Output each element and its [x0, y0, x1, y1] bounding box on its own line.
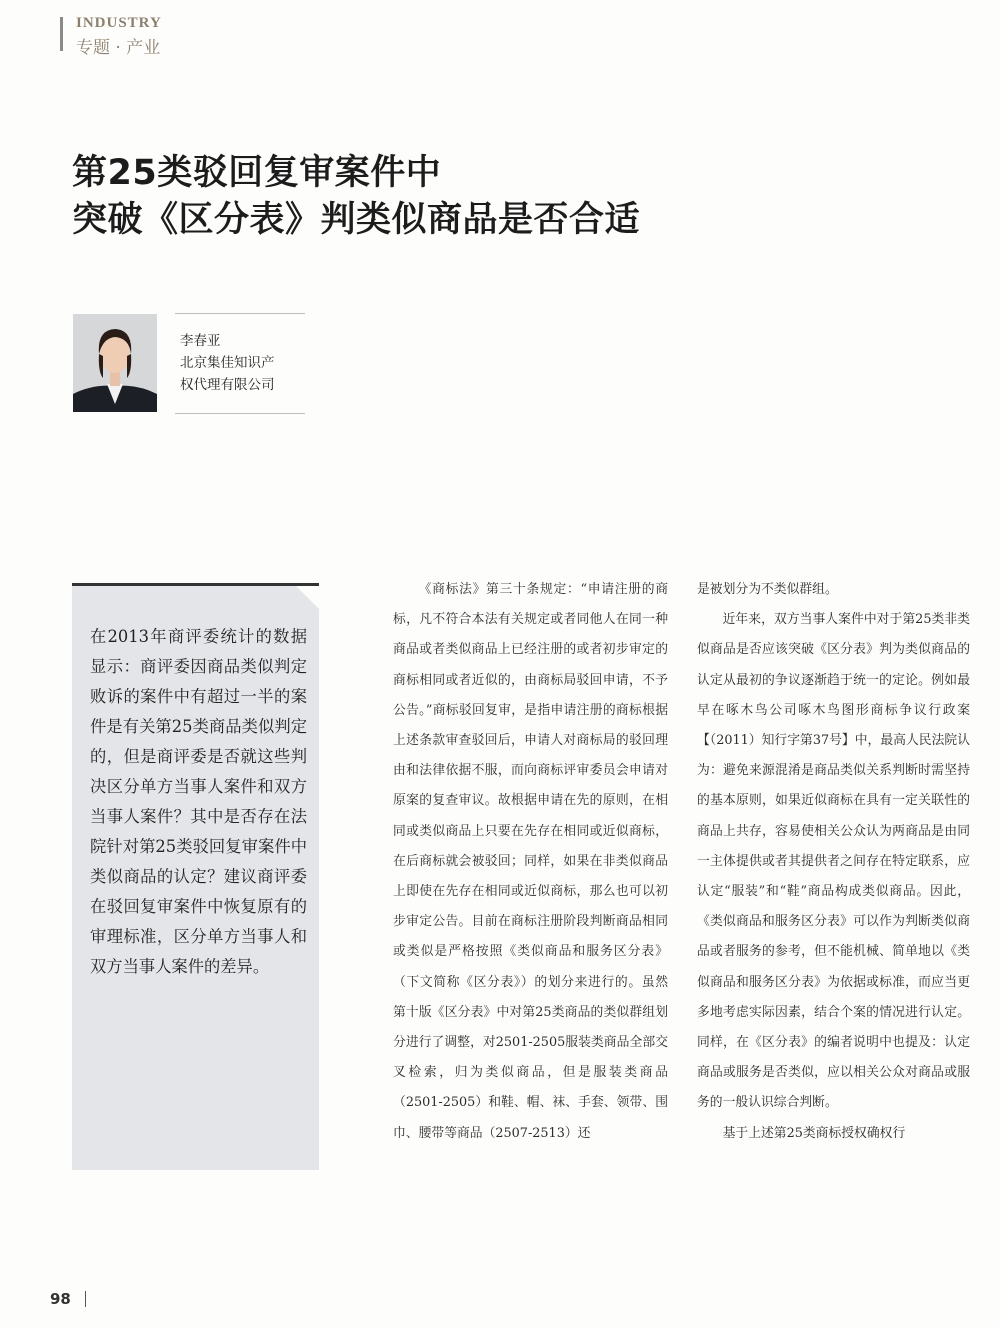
body-paragraph-continued: 是被划分为不类似群组。 — [697, 582, 838, 597]
body-column-1 — [393, 575, 668, 1149]
article-title — [72, 150, 772, 244]
page-number-divider — [85, 1291, 86, 1307]
section-marker-bar — [60, 17, 63, 51]
author-org-line1: 北京集佳知识产 — [180, 355, 275, 371]
author-divider-top — [175, 313, 305, 314]
body-paragraph: 《商标法》第三十条规定：“申请注册的商标，凡不符合本法有关规定或者同他人在同一种商品或者类似商品上已经注册的或者初步审定的商标相同或者近似的，由商标局驳回申请，不予公告。”商标驳回复审，是指申请注册的商标根据上述条款审查驳回后，申请人对商标局的驳回理由和法律依据不服，而向商标评审委员会申请对原案的复查审议。故根据申请在先的原则，在相同或类似商品上只要在先存在相同或近似商标，在后商标就会被驳回；同样，如果在非类似商品上即使在先存在相同或近似商标，那么也可以初步审定公告。目前在商标注册阶段判断商品相同或类似是严格按照《类似商品和服务区分表》（下文简称《区分表》）的划分来进行的。虽然第十版《区分表》中对第25类商品的类似群组划分进行了调整，对2501-2505服装类商品全部交叉检索，归为类似商品，但是服装类商品（2501-2505）和鞋、帽、袜、手套、领带、围巾、腰带等商品（2507-2513）还 — [393, 582, 668, 1141]
section-label-zh: 专题 · 产业 — [76, 38, 161, 58]
author-info — [180, 330, 275, 396]
author-name: 李春亚 — [180, 333, 221, 349]
sidebar-top-rule — [72, 583, 319, 586]
author-photo — [73, 314, 157, 412]
article-title-line2: 突破《区分表》判类似商品是否合适 — [72, 200, 641, 240]
author-divider-bottom — [175, 413, 305, 414]
author-org-line2: 权代理有限公司 — [180, 377, 275, 393]
sidebar-corner-fold — [296, 586, 319, 609]
article-title-line1: 第25类驳回复审案件中 — [72, 153, 442, 193]
section-label-en: INDUSTRY — [76, 15, 162, 31]
body-paragraph: 基于上述第25类商标授权确权行 — [722, 1125, 906, 1141]
body-paragraph: 近年来，双方当事人案件中对于第25类非类似商品是否应该突破《区分表》判为类似商品的认定从最初的争议逐渐趋于统一的定论。例如最早在啄木鸟公司啄木鸟图形商标争议行政案【（2011）知行字第37号】中，最高人民法院认为：避免来源混淆是商品类似关系判断时需坚持的基本原则，如果近似商标在具有一定关联性的商品上共存，容易使相关公众认为两商品是由同一主体提供或者其提供者之间存在特定联系，应认定“服装”和“鞋”商品构成类似商品。因此，《类似商品和服务区分表》可以作为判断类似商品或者服务的参考，但不能机械、简单地以《类似商品和服务区分表》为依据或标准，而应当更多地考虑实际因素，结合个案的情况进行认定。同样，在《区分表》的编者说明中也提及：认定商品或服务是否类似，应以相关公众对商品或服务的一般认识综合判断。 — [697, 612, 970, 1111]
sidebar-text: 在2013年商评委统计的数据显示：商评委因商品类似判定败诉的案件中有超过一半的案件是有关第25类商品类似判定的，但是商评委是否就这些判决区分单方当事人案件和双方当事人案件？其中是否存在法院针对第25类驳回复审案件中类似商品的认定？建议商评委在驳回复审案件中恢复原有的审理标准，区分单方当事人和双方当事人案件的差异。 — [90, 627, 307, 976]
body-column-2 — [697, 575, 970, 1149]
page-number: 98 — [50, 1290, 71, 1308]
author-portrait-icon — [73, 314, 157, 412]
